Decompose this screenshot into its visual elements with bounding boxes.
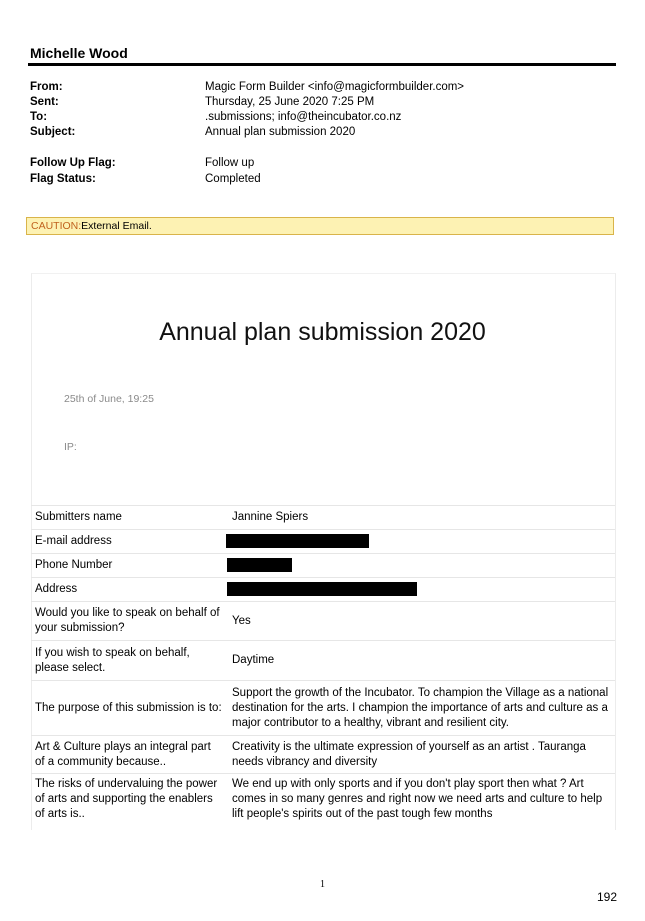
caution-label: CAUTION: — [31, 220, 82, 232]
answer-cell — [226, 578, 615, 602]
ip-label: IP: — [64, 441, 77, 453]
table-row — [31, 530, 615, 554]
header-label: Follow Up Flag: — [30, 157, 116, 169]
caution-text: External Email. — [81, 220, 152, 232]
question-cell: Phone Number — [31, 554, 226, 578]
question-cell: Address — [31, 578, 226, 602]
submission-date: 25th of June, 19:25 — [64, 393, 154, 405]
header-value: Thursday, 25 June 2020 7:25 PM — [205, 96, 375, 108]
caution-banner — [26, 217, 614, 235]
answer-cell: We end up with only sports and if you don't play sport then what ? Art comes in so many genres and right now we need arts and culture to help lift people's spirits out of the past tough few months — [226, 774, 615, 826]
question-cell: Submitters name — [31, 506, 226, 530]
answer-cell: Yes — [226, 602, 615, 641]
header-value: Magic Form Builder <info@magicformbuilder.com> — [205, 81, 465, 93]
sender-name: Michelle Wood — [30, 45, 128, 61]
question-cell: The purpose of this submission is to: — [31, 681, 226, 736]
question-cell: E-mail address — [31, 530, 226, 554]
header-value: Annual plan submission 2020 — [205, 126, 356, 138]
header-label: Flag Status: — [30, 173, 96, 185]
table-row — [31, 641, 615, 681]
answer-cell — [226, 530, 615, 554]
redacted-email — [226, 534, 369, 548]
form-title: Annual plan submission 2020 — [159, 318, 486, 346]
header-label: Sent: — [30, 96, 59, 108]
header-value: .submissions; info@theincubator.co.nz — [205, 111, 402, 123]
header-to — [30, 109, 620, 125]
document-number: 192 — [597, 890, 618, 904]
answer-cell — [226, 554, 615, 578]
header-label: Subject: — [30, 126, 76, 138]
question-cell: The risks of undervaluing the power of arts and supporting the enablers of arts is.. — [31, 774, 226, 826]
question-cell: If you wish to speak on behalf, please select. — [31, 641, 226, 681]
header-value: Completed — [205, 173, 261, 185]
header-sent — [30, 94, 620, 110]
table-row — [31, 554, 615, 578]
header-value: Follow up — [205, 157, 255, 169]
table-row — [31, 506, 615, 530]
question-cell: Art & Culture plays an integral part of a community because.. — [31, 736, 226, 774]
header-from — [30, 79, 620, 95]
header-label: To: — [30, 111, 48, 123]
table-row — [31, 736, 615, 774]
header-subject — [30, 124, 620, 140]
table-row — [31, 774, 615, 826]
question-cell: Would you like to speak on behalf of your submission? — [31, 602, 226, 641]
answer-cell: Creativity is the ultimate expression of yourself as an artist . Tauranga needs vibrancy and diversity — [226, 736, 615, 774]
redacted-address — [227, 582, 417, 596]
table-row — [31, 602, 615, 641]
table-row — [31, 578, 615, 602]
redacted-phone — [227, 558, 292, 572]
header-label: From: — [30, 81, 63, 93]
answer-cell: Daytime — [226, 641, 615, 681]
header-follow-up-flag — [30, 155, 620, 171]
answer-cell: Jannine Spiers — [226, 506, 615, 530]
table-row — [31, 681, 615, 736]
answer-cell: Support the growth of the Incubator. To champion the Village as a national destination for the arts. I champion the importance of arts and culture as a major contributor to a healthy, vibrant and resilient city. — [226, 681, 615, 736]
submission-table — [31, 505, 615, 826]
page-number: 1 — [320, 879, 325, 890]
header-rule — [28, 63, 616, 66]
header-flag-status — [30, 171, 620, 187]
